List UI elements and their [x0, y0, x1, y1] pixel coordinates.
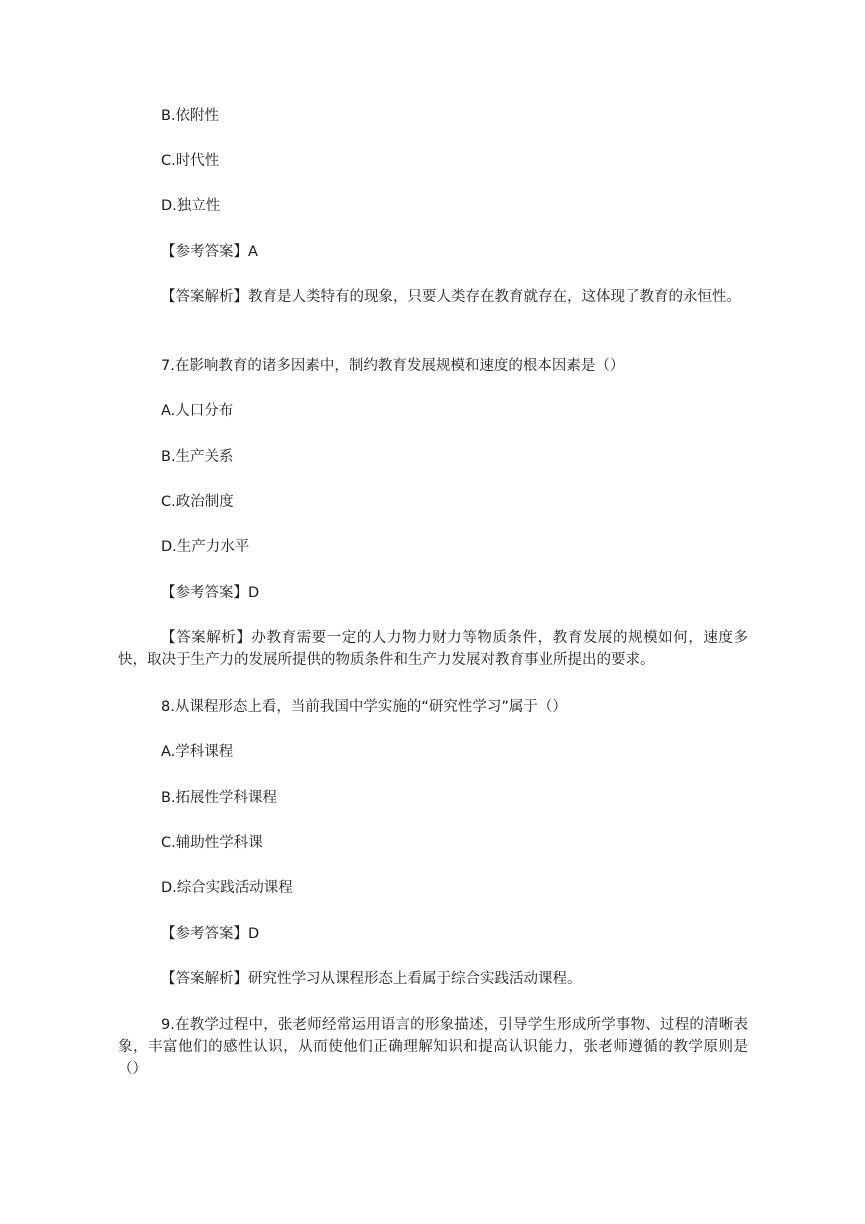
- q8-explanation: 【答案解析】研究性学习从课程形态上看属于综合实践活动课程。: [161, 971, 582, 987]
- q7-option-d: D.生产力水平: [161, 539, 250, 555]
- q7-option-c: C.政治制度: [161, 494, 234, 510]
- q7-option-b: B.生产关系: [161, 449, 234, 465]
- q6-option-c: C.时代性: [161, 153, 220, 169]
- q7-option-a: A.人口分布: [161, 403, 234, 419]
- q8-option-b: B.拓展性学科课程: [161, 790, 278, 806]
- q8-option-d: D.综合实践活动课程: [161, 880, 293, 896]
- q7-question: 7.在影响教育的诸多因素中，制约教育发展规模和速度的根本因素是（）: [161, 358, 625, 374]
- q6-explanation: 【答案解析】教育是人类特有的现象，只要人类存在教育就存在，这体现了教育的永恒性。: [161, 289, 741, 305]
- q6-answer: 【参考答案】A: [161, 244, 258, 260]
- q8-option-a: A.学科课程: [161, 744, 234, 760]
- q8-question: 8.从课程形态上看，当前我国中学实施的“研究性学习”属于（）: [161, 699, 567, 715]
- q7-answer: 【参考答案】D: [161, 585, 260, 601]
- q8-option-c: C.辅助性学科课: [161, 835, 263, 851]
- q6-option-b: B.依附性: [161, 108, 220, 124]
- q9-question: 9.在教学过程中，张老师经常运用语言的形象描述，引导学生形成所学事物、过程的清晰表象，丰富他们的感性认识，从而使他们正确理解知识和提高认识能力，张老师遵循的教学原则是（）: [118, 1017, 748, 1077]
- q6-option-d: D.独立性: [161, 198, 221, 214]
- q7-explanation: 【答案解析】办教育需要一定的人力物力财力等物质条件，教育发展的规模如何，速度多快，取决于生产力的发展所提供的物质条件和生产力发展对教育事业所提出的要求。: [118, 630, 748, 668]
- q8-answer: 【参考答案】D: [161, 926, 260, 942]
